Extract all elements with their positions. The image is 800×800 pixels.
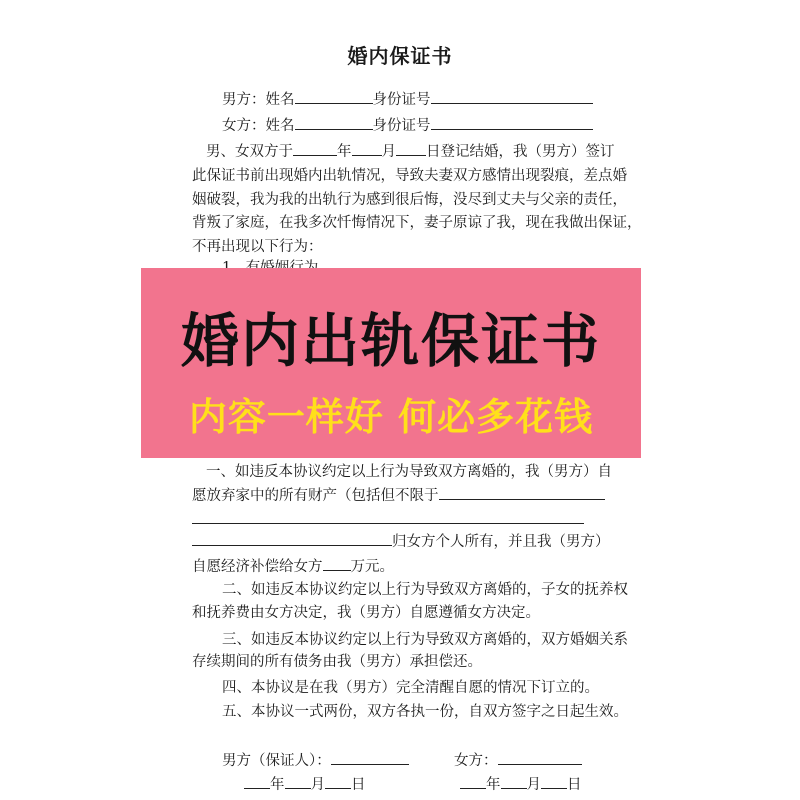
promo-banner	[141, 268, 641, 458]
male-id-blank[interactable]	[431, 88, 593, 104]
clause-1-text-d: 归女方个人所有，并且我（男方）	[392, 534, 610, 550]
clause-1-line-c	[192, 508, 584, 530]
page-title: 婚内保证书	[347, 44, 453, 68]
banner-title: 婚内出轨保证书	[180, 307, 601, 375]
property-blank-2[interactable]	[192, 508, 584, 524]
male-signature-blank[interactable]	[331, 749, 409, 765]
banner-subtitle: 内容一样好 何必多花钱	[188, 395, 594, 439]
clause-3-line-a: 三、如违反本协议约定以上行为导致双方离婚的，双方婚姻关系	[222, 632, 628, 648]
property-blank-1[interactable]	[439, 484, 605, 500]
female-year-label: 年	[486, 777, 501, 793]
clause-1-line-d	[192, 530, 610, 552]
body-line-5: 姻破裂，我为我的出轨行为感到很后悔，没尽到丈夫与父亲的责任，	[192, 192, 627, 208]
clause-4-line: 四、本协议是在我（男方）完全清醒自愿的情况下订立的。	[222, 680, 599, 696]
body-line-7: 不再出现以下行为：	[192, 239, 323, 255]
clause-3-line-b: 存续期间的所有债务由我（男方）承担偿还。	[192, 654, 482, 670]
female-day-blank[interactable]	[541, 773, 567, 789]
female-day-label: 日	[567, 777, 582, 793]
male-day-blank[interactable]	[325, 773, 351, 789]
clause-2-line-a: 二、如违反本协议约定以上行为导致双方离婚的，子女的抚养权	[222, 582, 628, 598]
male-info-line	[222, 88, 593, 110]
marriage-month-blank[interactable]	[352, 140, 382, 156]
clause-5-line: 五、本协议一式两份，双方各执一份，自双方签字之日起生效。	[222, 704, 628, 720]
female-signature-blank[interactable]	[498, 749, 582, 765]
clause-1-text-b: 愿放弃家中的所有财产（包括但不限于	[192, 488, 439, 504]
male-signature-label: 男方（保证人）：	[222, 753, 331, 769]
year-label: 年	[337, 144, 352, 160]
body-line-4: 此保证书前出现婚内出轨情况，导致夫妻双方感情出现裂痕，差点婚	[192, 168, 627, 184]
month-label: 月	[381, 144, 396, 160]
male-name-blank[interactable]	[295, 88, 373, 104]
male-date-line	[244, 773, 366, 795]
male-month-label: 月	[310, 777, 325, 793]
marriage-date-text: 男、女双方于	[206, 144, 293, 160]
clause-1-line-e	[192, 555, 394, 577]
female-info-line	[222, 114, 593, 136]
clause-1-line-a: 一、如违反本协议约定以上行为导致双方离婚的，我（男方）自	[206, 464, 612, 480]
marriage-day-blank[interactable]	[396, 140, 426, 156]
marriage-date-tail: 日登记结婚，我（男方）签订	[426, 144, 615, 160]
female-month-label: 月	[526, 777, 541, 793]
female-date-line	[460, 773, 582, 795]
compensation-unit: 万元。	[350, 559, 394, 575]
marriage-year-blank[interactable]	[293, 140, 337, 156]
clause-2-line-b: 和抚养费由女方决定，我（男方）自愿遵循女方决定。	[192, 605, 540, 621]
male-signature-line	[222, 749, 409, 771]
male-year-label: 年	[270, 777, 285, 793]
compensation-blank[interactable]	[323, 555, 351, 571]
female-name-blank[interactable]	[295, 114, 373, 130]
female-month-blank[interactable]	[501, 773, 527, 789]
clause-1-line-b	[192, 484, 605, 506]
male-month-blank[interactable]	[285, 773, 311, 789]
female-name-label: 女方：姓名	[222, 118, 295, 134]
female-id-label: 身份证号	[372, 118, 431, 134]
female-signature-label: 女方：	[454, 753, 498, 769]
marriage-date-line	[206, 140, 615, 162]
male-name-label: 男方：姓名	[222, 92, 295, 108]
female-id-blank[interactable]	[431, 114, 593, 130]
body-line-6: 背叛了家庭，在我多次忏悔情况下，妻子原谅了我，现在我做出保证，	[192, 215, 642, 231]
male-year-blank[interactable]	[244, 773, 270, 789]
compensation-text: 自愿经济补偿给女方	[192, 559, 323, 575]
male-day-label: 日	[351, 777, 366, 793]
female-year-blank[interactable]	[460, 773, 486, 789]
female-signature-line	[454, 749, 582, 771]
property-blank-3[interactable]	[192, 530, 392, 546]
male-id-label: 身份证号	[372, 92, 431, 108]
